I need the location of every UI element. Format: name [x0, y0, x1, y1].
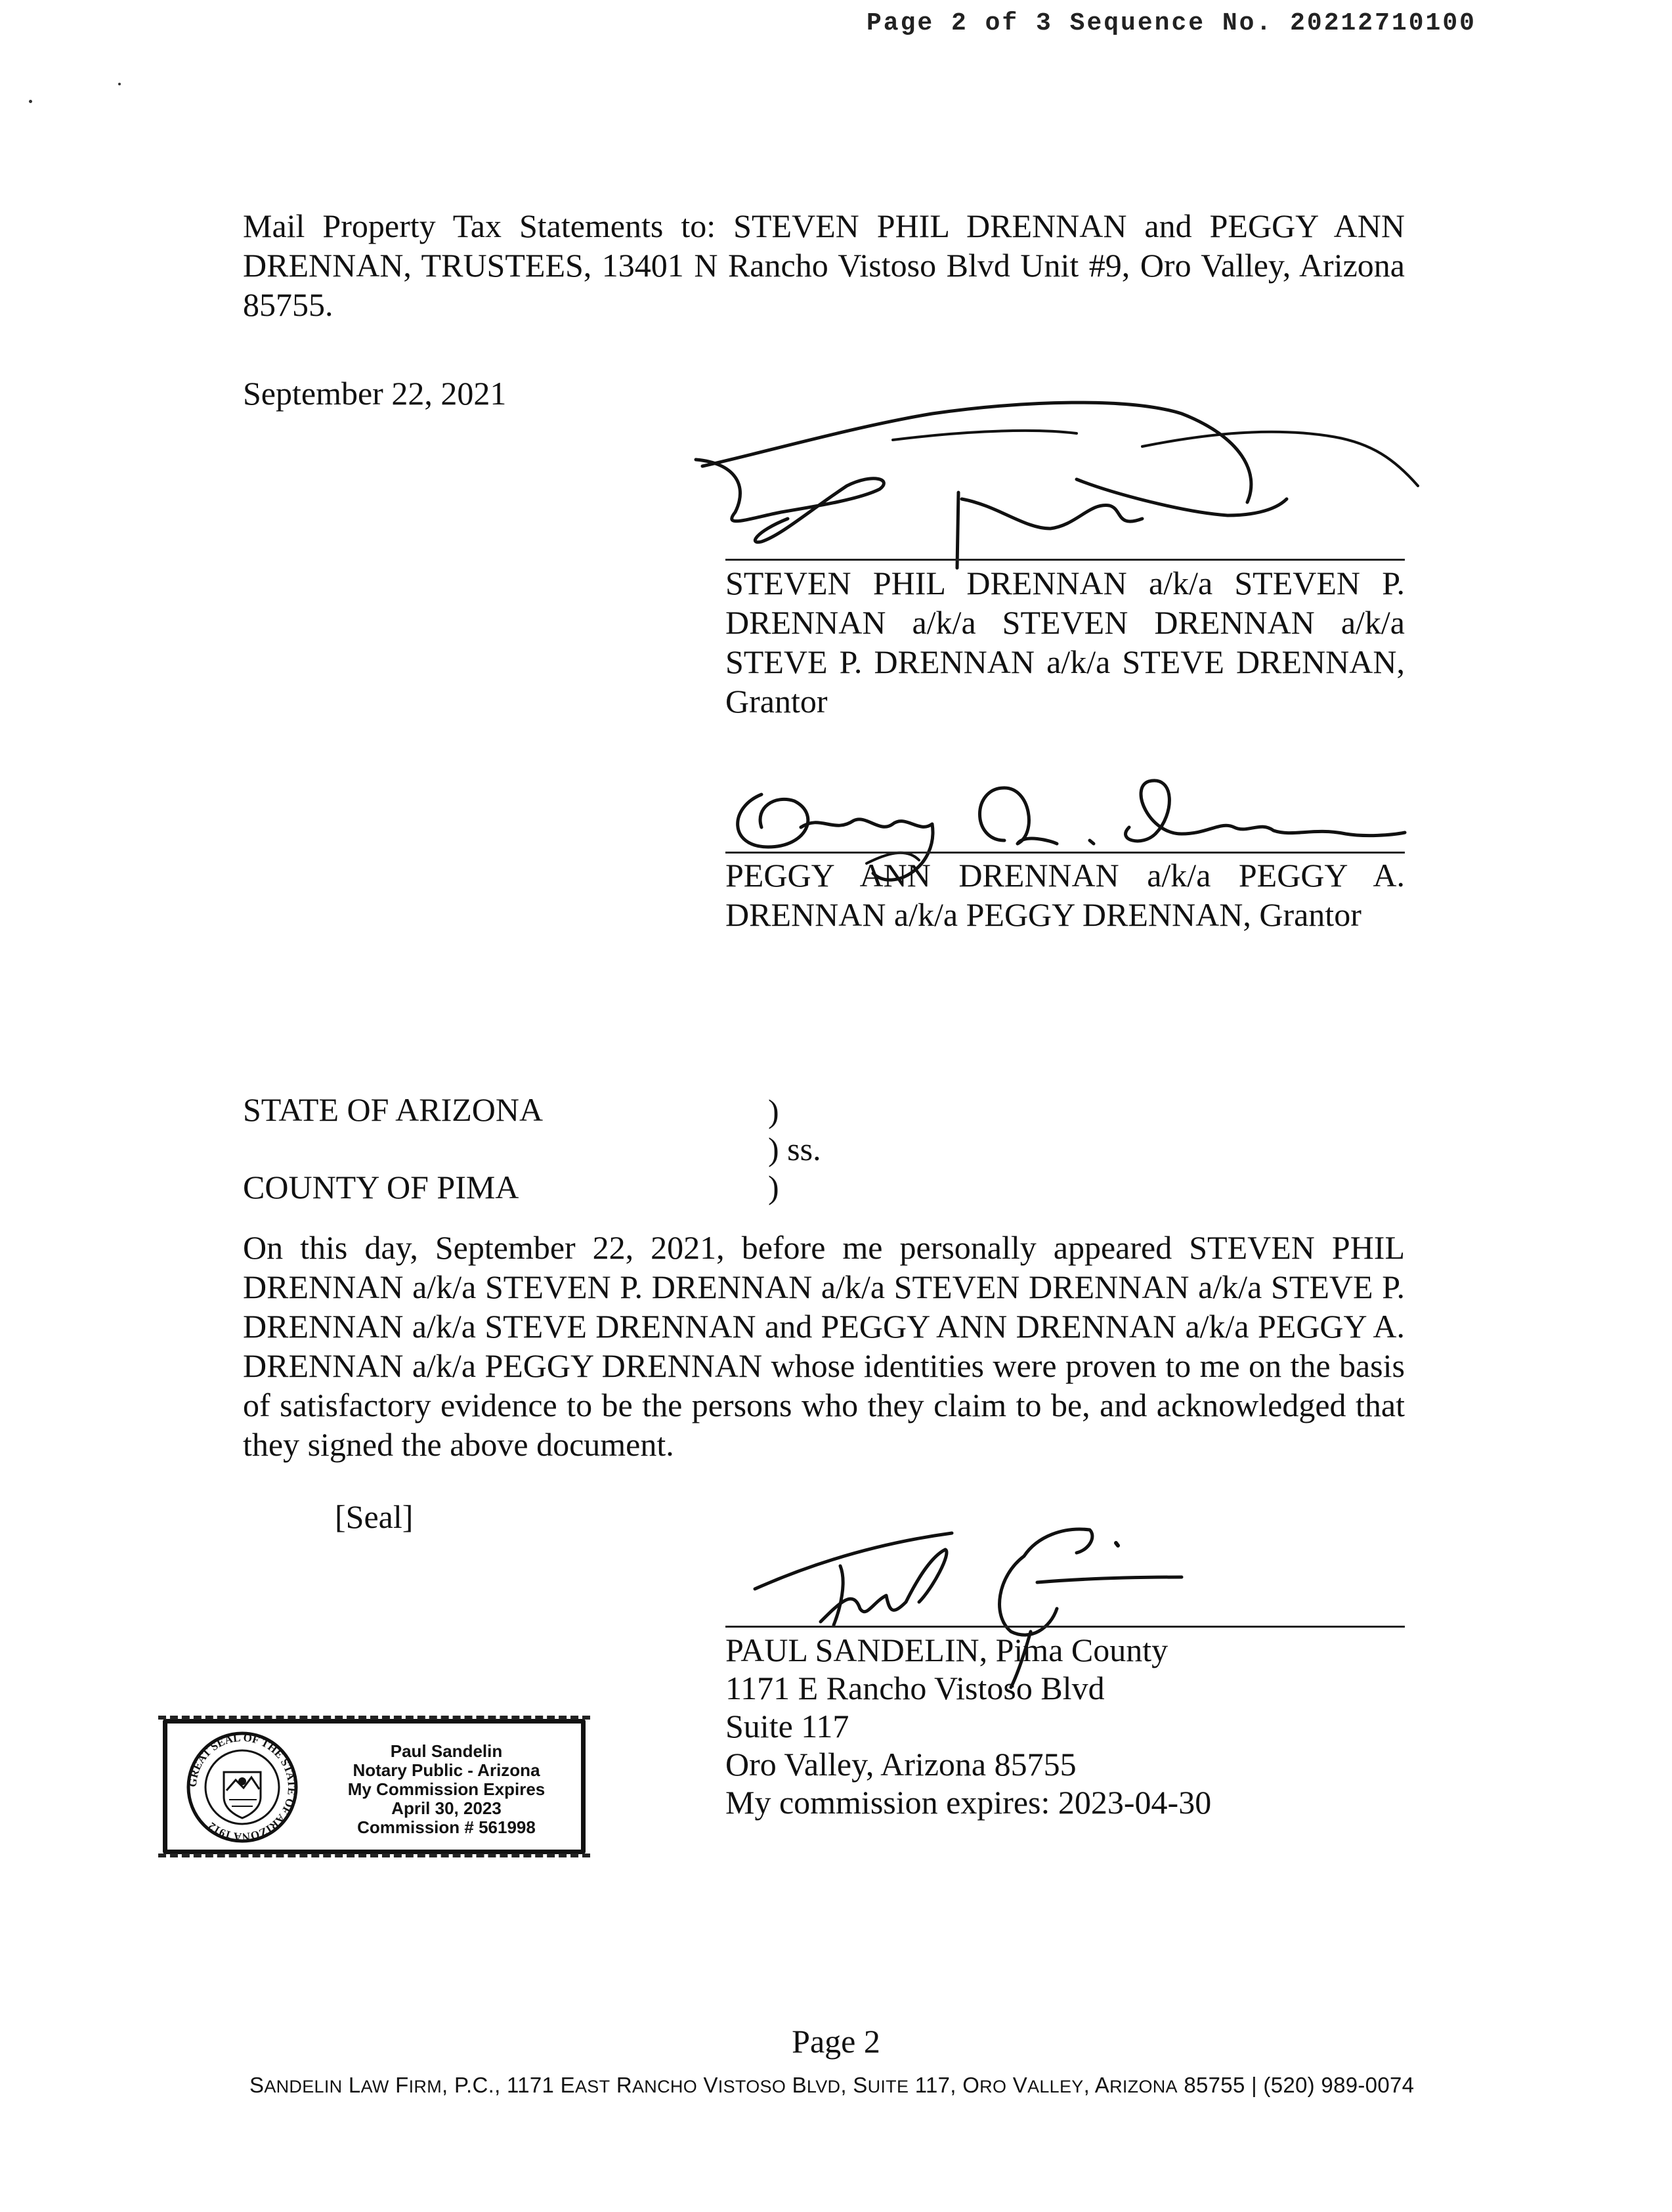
venue-ss: ) ss.: [768, 1131, 821, 1167]
firm-footer: SANDELIN LAW FIRM, P.C., 1171 EAST RANCHO VISTOSO BLVD, SUITE 117, ORO VALLEY, ARIZONA 85755 | (520) 989-0074: [249, 2073, 1415, 2097]
notary-block: [725, 1631, 1405, 1821]
grantor-2-line-1: PEGGY ANN DRENNAN a/k/a PEGGY A.: [725, 857, 1405, 894]
document-date: September 22, 2021: [243, 375, 507, 412]
acknowledgment-paragraph: On this day, September 22, 2021, before me personally appeared STEVEN PHIL DRENNAN a/k/a STEVEN P. DRENNAN a/k/a STEVEN DRENNAN a/k/a STEVE P. DRENNAN a/k/a STEVE DRENNAN and PEGGY ANN DRENNAN a/k/a PEGGY A. DRENNAN a/k/a PEGGY DRENNAN whose identities were proven to me on the basis of satisfactory evidence to be the persons who they claim to be, and acknowledged that they signed the above document.: [243, 1229, 1405, 1463]
state-seal-icon: [183, 1731, 301, 1843]
page-number: Page 2: [792, 2023, 880, 2060]
mail-tax-statement: Mail Property Tax Statements to: STEVEN PHIL DRENNAN and PEGGY ANN DRENNAN, TRUSTEES, 13401 N Rancho Vistoso Blvd Unit #9, Oro Valley, Arizona 85755.: [243, 207, 1405, 323]
stamp-text: [318, 1742, 574, 1837]
grantor-1-signature: [683, 387, 1425, 565]
stamp-line-5: Commission # 561998: [357, 1817, 536, 1837]
notary-line-3: Suite 117: [725, 1708, 849, 1745]
notary-line-1: PAUL SANDELIN, Pima County: [725, 1632, 1168, 1668]
grantor-2-signature-line: [725, 852, 1405, 854]
grantor-1-line-2: DRENNAN a/k/a STEVEN DRENNAN a/k/a: [725, 604, 1405, 641]
stamp-line-4: April 30, 2023: [391, 1798, 502, 1818]
seal-label: [Seal]: [335, 1498, 414, 1535]
venue-paren-1: ): [768, 1093, 779, 1129]
stamp-line-1: Paul Sandelin: [390, 1741, 503, 1761]
scan-speck: [29, 100, 32, 103]
venue-paren-3: ): [768, 1169, 779, 1205]
stamp-line-2: Notary Public - Arizona: [353, 1760, 540, 1780]
notary-signature-line: [725, 1626, 1405, 1628]
venue-state: STATE OF ARIZONA: [243, 1091, 544, 1128]
grantor-1-line-4: Grantor: [725, 683, 828, 720]
grantor-2-block: [725, 856, 1405, 934]
seal-ring-text: GREAT SEAL OF THE STATE OF ARIZONA 1912: [186, 1731, 299, 1843]
grantor-2-line-2: DRENNAN a/k/a PEGGY DRENNAN, Grantor: [725, 896, 1361, 933]
notary-stamp: [163, 1719, 586, 1854]
grantor-1-signature-line: [725, 559, 1405, 561]
venue-county: COUNTY OF PIMA: [243, 1169, 519, 1205]
notary-line-5: My commission expires: 2023-04-30: [725, 1784, 1212, 1821]
stamp-line-3: My Commission Expires: [347, 1779, 546, 1799]
sequence-header: Page 2 of 3 Sequence No. 20212710100: [867, 9, 1476, 37]
notary-line-4: Oro Valley, Arizona 85755: [725, 1746, 1077, 1783]
grantor-1-line-1: STEVEN PHIL DRENNAN a/k/a STEVEN P.: [725, 565, 1405, 601]
scan-speck: [118, 83, 121, 85]
grantor-1-block: [725, 563, 1405, 721]
notary-line-2: 1171 E Rancho Vistoso Blvd: [725, 1670, 1105, 1706]
grantor-1-line-3: STEVE P. DRENNAN a/k/a STEVE DRENNAN,: [725, 643, 1405, 680]
